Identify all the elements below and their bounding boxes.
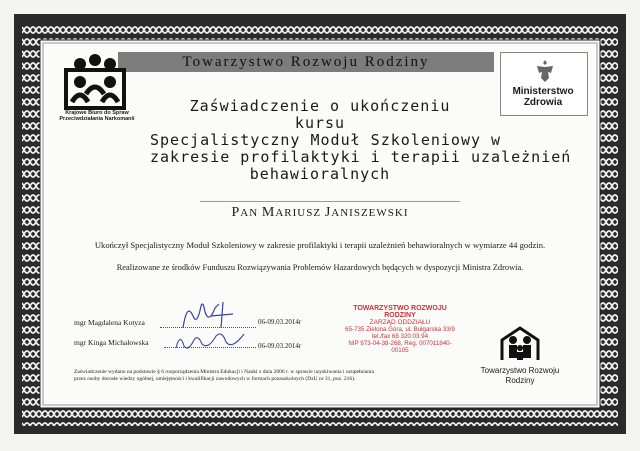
ministry-name: Ministerstwo Zdrowia [512,86,574,108]
signature-2-icon [172,326,252,354]
stamp-line4: tel./fax 68 320 03 94 [371,333,429,340]
stamp-line5: NIP 973-04-38-268, Reg. 007011840-00105 [348,340,452,354]
recipient-name: PAN MARIUSZ JANISZEWSKI [231,205,409,220]
title-line2: kursu [294,114,346,132]
kbpn-caption-line2: Przeciwdziałania Narkomanii [59,116,135,122]
signatory-2-date: 06-09.03.2014r [258,342,302,350]
polish-eagle-icon [534,58,556,84]
footnote-line1: Zaświadczenie wydano na podstawie § 6 rozporządzenia Ministra Edukacji i Nauki z dnia 2006 r. w sprawie uzyskiwania i uzupełniania [74,369,374,375]
trr-caption-line1: Towarzystwo Rozwoju [480,366,560,375]
title-line1: Zaświadczenie o ukończeniu [189,97,451,115]
legal-footnote [74,369,414,383]
trr-logo-caption [470,366,570,386]
funding-text: Realizowane ze środków Funduszu Rozwiązywania Problemów Hazardowych będących w dyspozycji Ministra Zdrowia. [116,263,524,272]
completion-text: Ukończył Specjalistyczny Moduł Szkoleniowy w zakresie profilaktyki i terapii uzależnień behawioralnych w wymiarze 44 godzin. [94,240,546,250]
signatory-1-name: mgr Magdalena Kotyza [74,318,145,327]
trr-family-logo-icon [500,326,540,362]
kbpn-caption-line1: Krajowe Biuro do Spraw [65,110,129,116]
title-line3: Specjalistyczny Moduł Szkoleniowy w [150,131,502,149]
trr-caption-line2: Rodziny [505,376,535,385]
signatory-1-date: 06-09.03.2014r [258,318,302,326]
stamp-line1: TOWARZYSTWO ROZWOJU RODZINY [353,305,447,319]
certificate-title [150,97,572,183]
kbpn-logo-icon [64,52,126,114]
title-line4: zakresie profilaktyki i terapii uzależnień [150,148,572,166]
stamp-line2: ZARZĄD ODDZIAŁU [369,319,431,326]
footnote-line2: przez osoby dorosłe wiedzy ogólnej, umiejętności i kwalifikacji zawodowych w formach pozaszkolnych (DzU nr 31, poz. 216). [74,376,356,382]
kbpn-caption [52,110,142,122]
title-line5: behawioralnych [249,165,391,183]
organization-banner: Towarzystwo Rozwoju Rodziny [118,52,494,72]
divider [200,201,460,202]
stamp-line3: 65-735 Zielona Góra, ul. Bułgarska 33/9 [345,326,455,333]
organization-stamp [340,305,460,354]
signatory-2-name: mgr Kinga Michałowska [74,338,149,347]
